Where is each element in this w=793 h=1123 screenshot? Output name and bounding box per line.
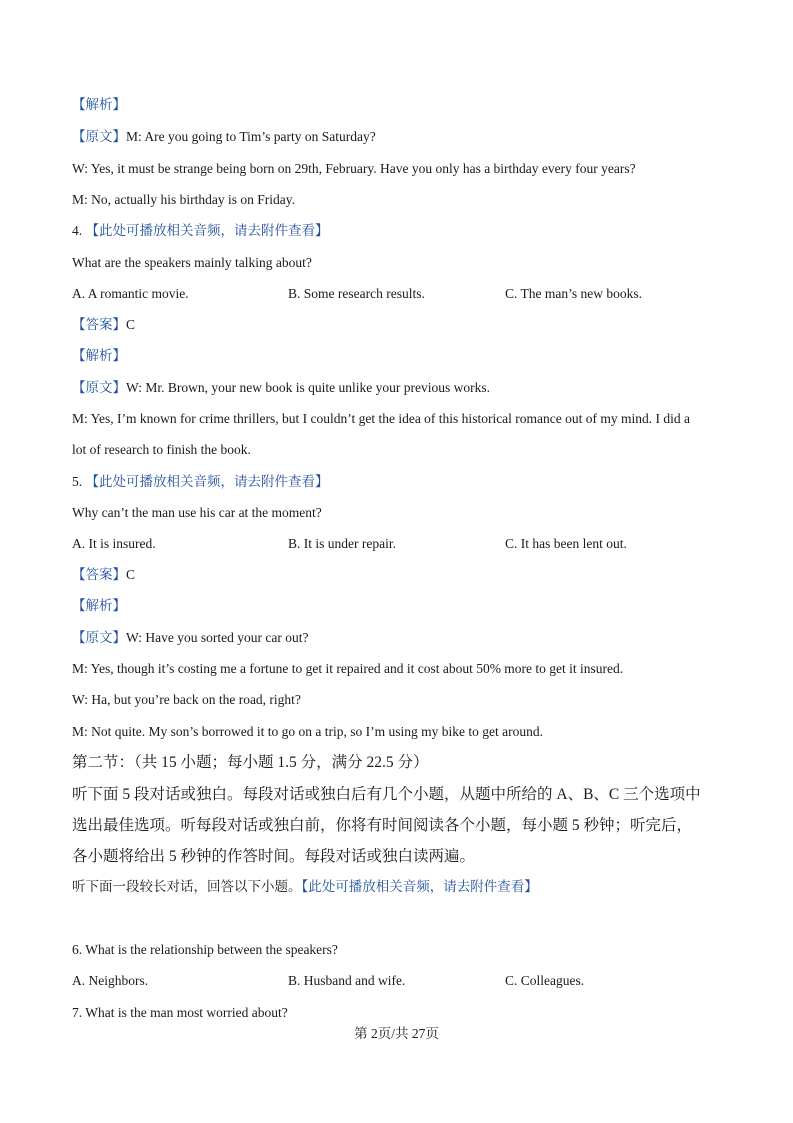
transcript-5-line-2: M: Yes, though it’s costing me a fortune to get it repaired and it cost about 50% more to get it insured. xyxy=(72,661,624,676)
analysis-label-3: 【解析】 xyxy=(72,97,126,112)
question-4-prompt: What are the speakers mainly talking about? xyxy=(72,255,312,270)
question-5-prompt: Why can’t the man use his car at the moment? xyxy=(72,505,322,520)
question-5-heading: 5. 【此处可播放相关音频，请去附件查看】 xyxy=(72,474,329,489)
transcript-5-line-3: W: Ha, but you’re back on the road, right? xyxy=(72,692,301,707)
transcript-4-line-3: lot of research to finish the book. xyxy=(72,442,251,457)
answer-label-4: 【答案】C xyxy=(72,317,136,332)
transcript-5-line-4: M: Not quite. My son’s borrowed it to go on a trip, so I’m using my bike to get around. xyxy=(72,724,543,739)
section-2-instructions-3: 各小题将给出 5 秒钟的作答时间。每段对话或独白读两遍。 xyxy=(72,848,476,865)
transcript-3-line-3: M: No, actually his birthday is on Friday. xyxy=(72,192,295,207)
page-number-footer: 第 2页/共 27页 xyxy=(354,1026,439,1041)
q4-option-c: C. The man’s new books. xyxy=(505,286,642,301)
q6-option-c: C. Colleagues. xyxy=(505,973,585,988)
transcript-5-line-1: 【原文】W: Have you sorted your car out? xyxy=(72,630,309,645)
question-4-heading: 4. 【此处可播放相关音频，请去附件查看】 xyxy=(72,223,329,238)
long-dialogue-instruction: 听下面一段较长对话，回答以下小题。【此处可播放相关音频，请去附件查看】 xyxy=(72,879,538,894)
q5-option-a: A. It is insured. xyxy=(72,536,156,551)
question-6-prompt: 6. What is the relationship between the speakers? xyxy=(72,942,338,957)
transcript-3-line-1: 【原文】M: Are you going to Tim’s party on Saturday? xyxy=(72,129,376,144)
q5-option-c: C. It has been lent out. xyxy=(505,536,627,551)
section-2-instructions-1: 听下面 5 段对话或独白。每段对话或独白后有几个小题，从题中所给的 A、B、C 三个选项中 xyxy=(72,786,701,803)
section-2-heading: 第二节：（共 15 小题；每小题 1.5 分，满分 22.5 分） xyxy=(72,754,429,771)
q4-option-b: B. Some research results. xyxy=(288,286,425,301)
transcript-4-line-2: M: Yes, I’m known for crime thrillers, but I couldn’t get the idea of this historical romance out of my mind. I did a xyxy=(72,411,691,426)
section-2-instructions-2: 选出最佳选项。听每段对话或独白前，你将有时间阅读各个小题，每小题 5 秒钟；听完后， xyxy=(72,817,693,834)
analysis-label-4: 【解析】 xyxy=(72,348,126,363)
transcript-4-line-1: 【原文】W: Mr. Brown, your new book is quite unlike your previous works. xyxy=(72,380,490,395)
q6-option-b: B. Husband and wife. xyxy=(288,973,406,988)
q5-option-b: B. It is under repair. xyxy=(288,536,396,551)
q4-option-a: A. A romantic movie. xyxy=(72,286,189,301)
answer-label-5: 【答案】C xyxy=(72,567,136,582)
analysis-label-5: 【解析】 xyxy=(72,598,126,613)
q6-option-a: A. Neighbors. xyxy=(72,973,149,988)
question-7-prompt: 7. What is the man most worried about? xyxy=(72,1005,288,1020)
transcript-3-line-2: W: Yes, it must be strange being born on 29th, February. Have you only has a birthday every four years? xyxy=(72,161,636,176)
